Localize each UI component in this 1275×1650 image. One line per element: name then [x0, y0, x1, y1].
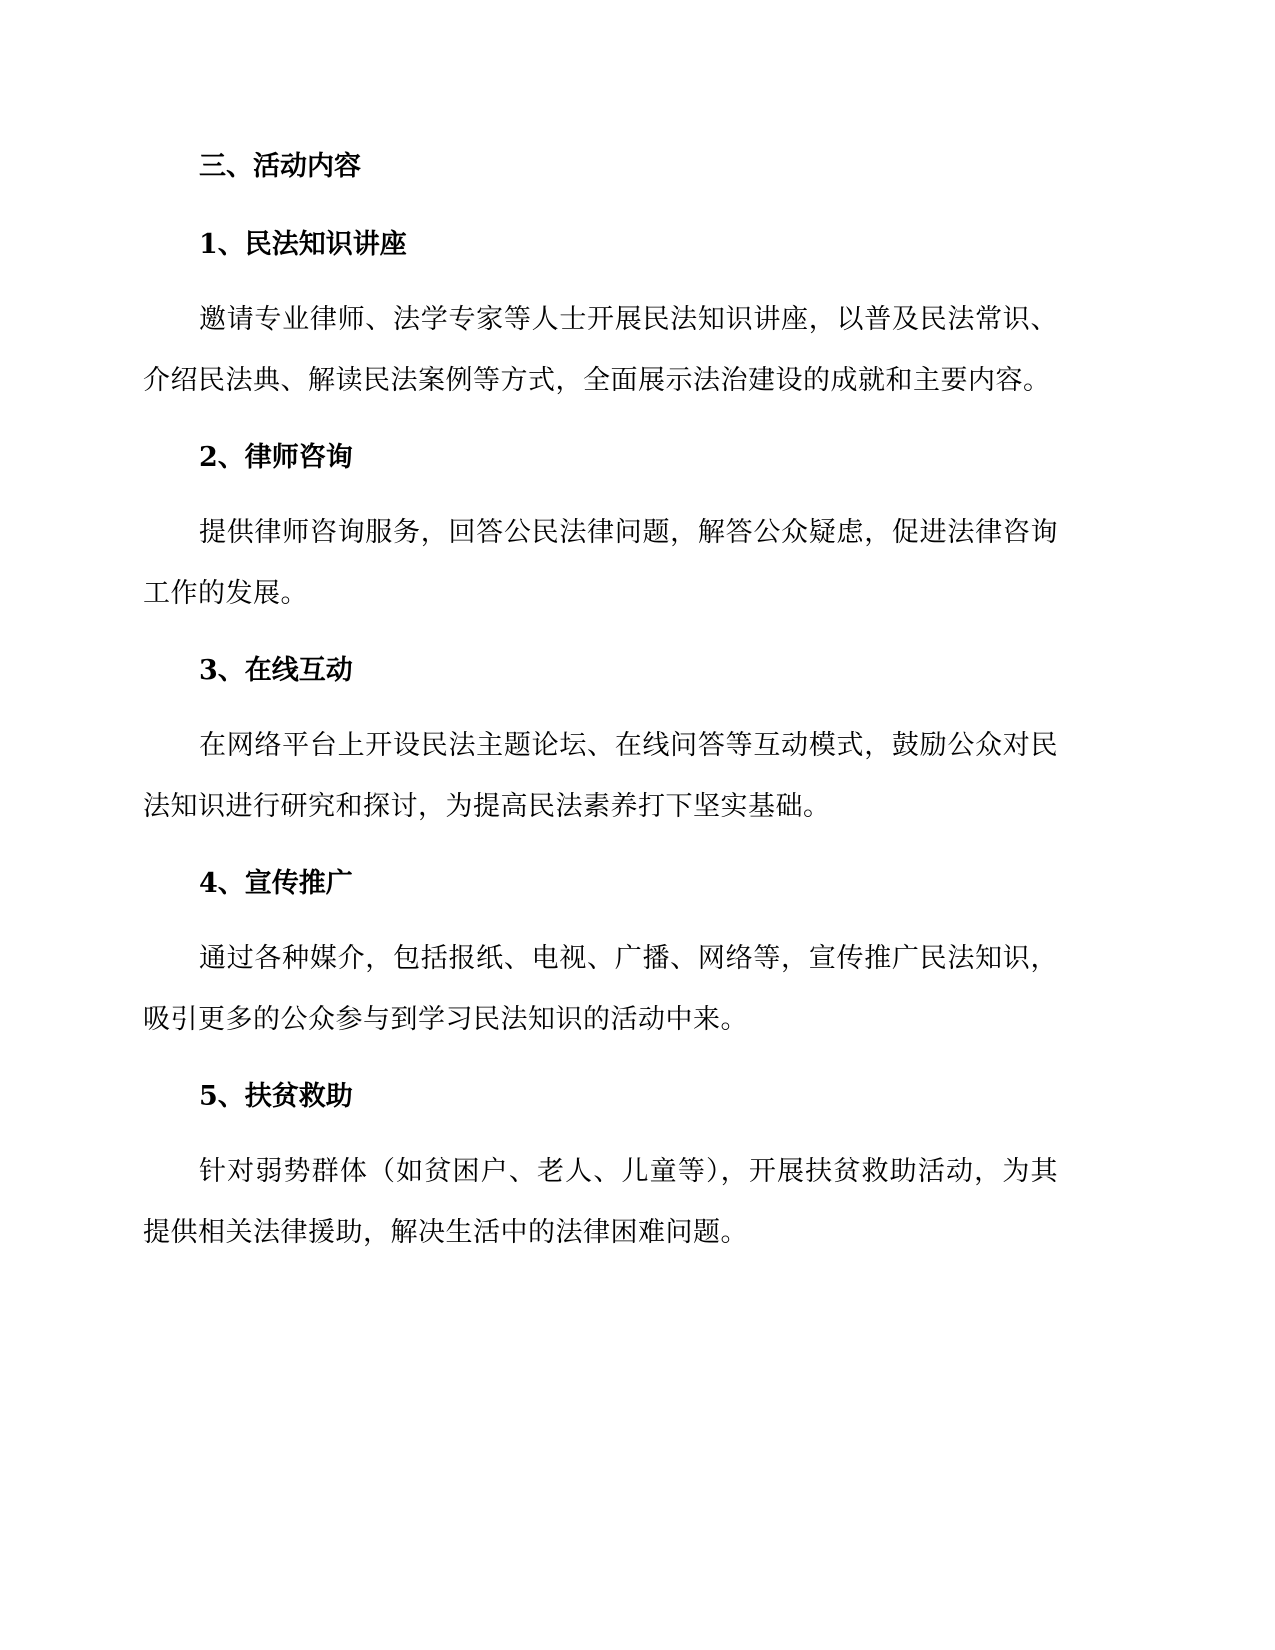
item-body-5: 针对弱势群体（如贫困户、老人、儿童等），开展扶贫救助活动，为其提供相关法律援助，解决生活中的法律困难问题。 [143, 1156, 1058, 1248]
item-body-1: 邀请专业律师、法学专家等人士开展民法知识讲座，以普及民法常识、介绍民法典、解读民法案例等方式，全面展示法治建设的成就和主要内容。 [143, 304, 1058, 396]
spacer [143, 1126, 1058, 1141]
item-heading-4: 4、宣传推广 [199, 868, 353, 899]
spacer [143, 837, 1058, 855]
item-body-2: 提供律师咨询服务，回答公民法律问题，解答公众疑虑，促进法律咨询工作的发展。 [143, 517, 1058, 609]
spacer [143, 624, 1058, 642]
spacer [143, 700, 1058, 715]
spacer [143, 913, 1058, 928]
section-heading: 三、活动内容 [199, 151, 361, 182]
item-body-4: 通过各种媒介，包括报纸、电视、广播、网络等，宣传推广民法知识，吸引更多的公众参与到学习民法知识的活动中来。 [143, 943, 1058, 1035]
spacer [143, 487, 1058, 502]
spacer [143, 1050, 1058, 1068]
item-heading-5: 5、扶贫救助 [199, 1081, 353, 1112]
spacer [143, 274, 1058, 289]
document-content [143, 138, 1058, 1263]
item-heading-3: 3、在线互动 [199, 655, 353, 686]
item-body-3: 在网络平台上开设民法主题论坛、在线问答等互动模式，鼓励公众对民法知识进行研究和探讨，为提高民法素养打下坚实基础。 [143, 730, 1058, 822]
item-heading-1: 1、民法知识讲座 [199, 229, 407, 260]
item-heading-2: 2、律师咨询 [199, 442, 353, 473]
spacer [143, 411, 1058, 429]
spacer [143, 196, 1058, 216]
